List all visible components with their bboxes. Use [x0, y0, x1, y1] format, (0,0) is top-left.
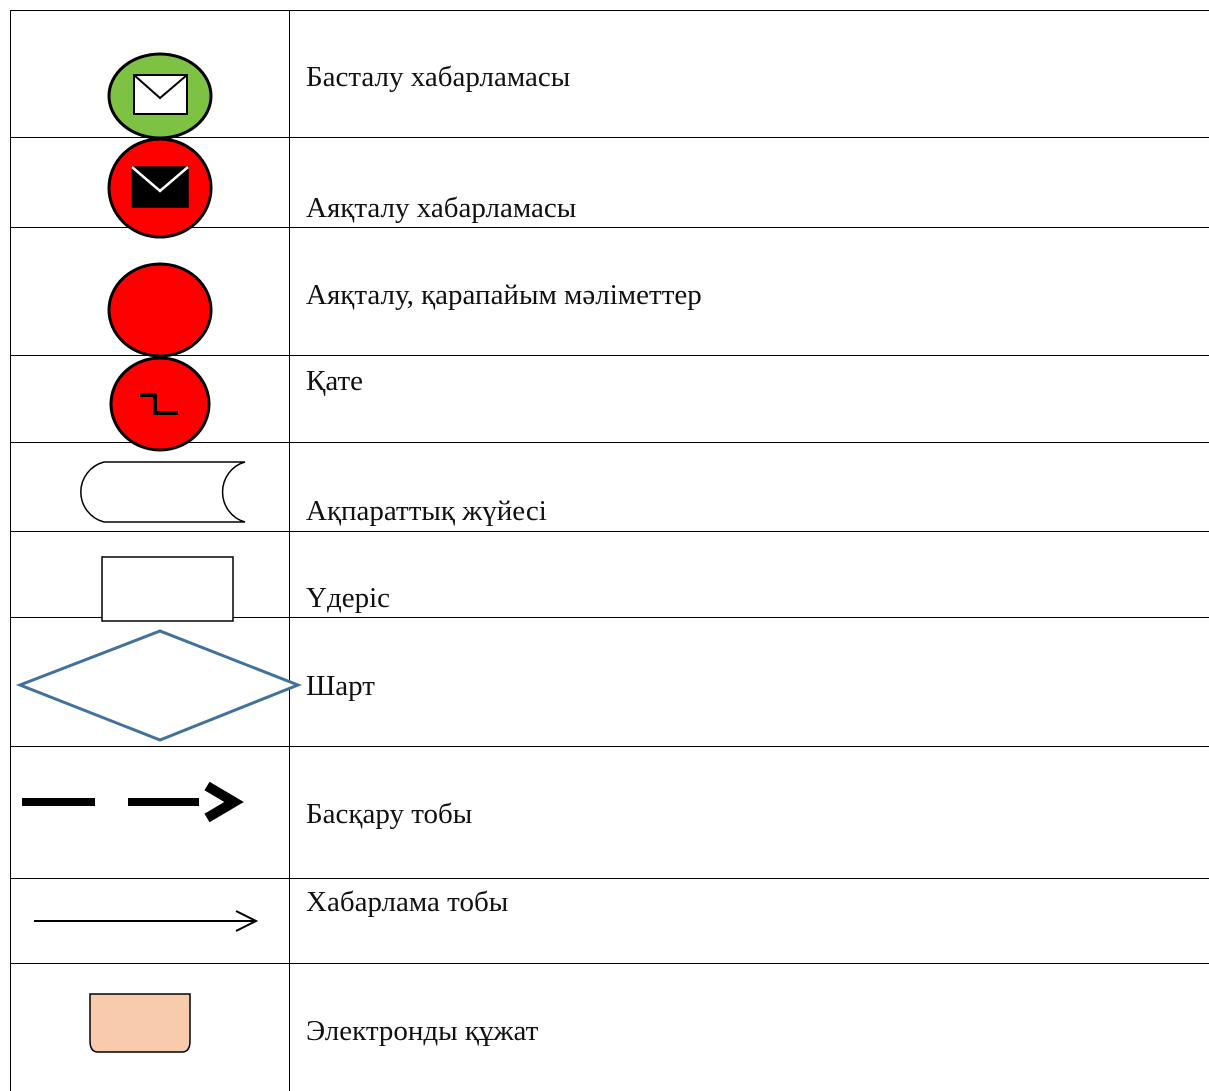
legend-label-process: Үдеріс	[306, 582, 390, 614]
legend-label-end-message: Аяқталу хабарламасы	[306, 192, 577, 224]
legend-label-electronic-document: Электронды құжат	[306, 1015, 539, 1047]
legend-label-control-flow: Басқару тобы	[306, 798, 473, 830]
legend-label-start-message: Басталу хабарламасы	[306, 61, 571, 93]
legend-label-condition: Шарт	[306, 670, 375, 702]
legend-label-message-flow: Хабарлама тобы	[306, 886, 509, 918]
legend-label-end-event: Аяқталу, қарапайым мәліметтер	[306, 279, 702, 311]
legend-label-information-system: Ақпараттық жүйесі	[306, 495, 547, 527]
legend-label-error: Қате	[306, 365, 364, 397]
